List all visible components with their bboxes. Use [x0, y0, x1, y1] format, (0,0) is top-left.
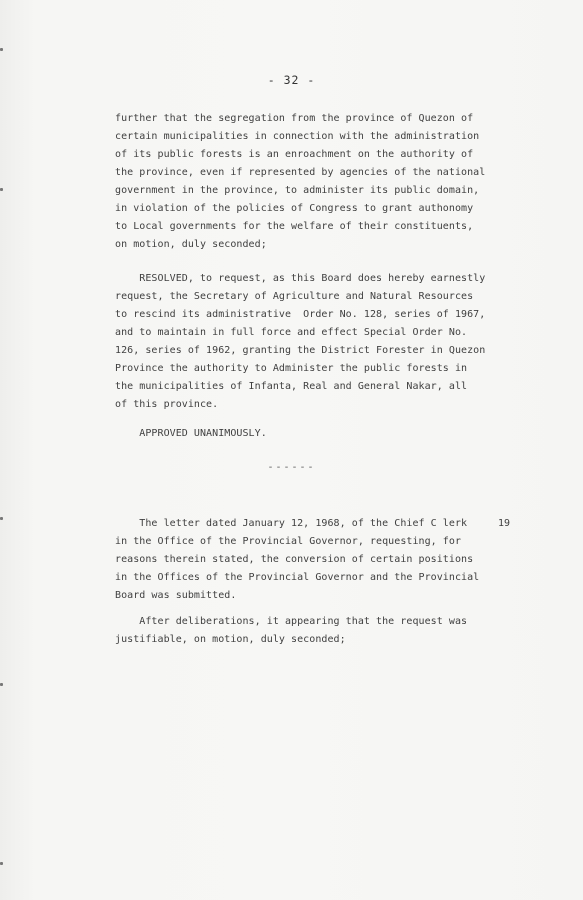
- text-line: of its public forests is an enroachment on the authority of: [115, 149, 474, 160]
- scan-mark: [0, 48, 3, 51]
- text-line: further that the segregation from the province of Quezon of: [115, 113, 474, 124]
- text-line: on motion, duly seconded;: [115, 239, 267, 250]
- text-line: 126, series of 1962, granting the District Forester in Quezon: [115, 345, 486, 356]
- approval-line: APPROVED UNANIMOUSLY.: [115, 428, 267, 439]
- section-separator: ------: [267, 462, 316, 473]
- scan-mark: [0, 683, 3, 686]
- text-line: in the Office of the Provincial Governor, requesting, for: [115, 536, 462, 547]
- text-line: government in the province, to administer its public domain,: [115, 185, 480, 196]
- text-line: certain municipalities in connection with the administration: [115, 131, 480, 142]
- scan-mark: [0, 188, 3, 191]
- text-line: Province the authority to Administer the public forests in: [115, 363, 468, 374]
- text-line: to rescind its administrative Order No. 128, series of 1967,: [115, 309, 486, 320]
- text-line: The letter dated January 12, 1968, of the Chief C lerk: [115, 518, 468, 529]
- text-line: After deliberations, it appearing that the request was: [115, 616, 468, 627]
- text-line: reasons therein stated, the conversion of certain positions: [115, 554, 474, 565]
- text-line: justifiable, on motion, duly seconded;: [115, 634, 346, 645]
- item-number: 19: [498, 518, 511, 529]
- text-line: and to maintain in full force and effect Special Order No.: [115, 327, 468, 338]
- page-number: - 32 -: [267, 73, 316, 87]
- text-line: in the Offices of the Provincial Governor and the Provincial: [115, 572, 480, 583]
- text-line: in violation of the policies of Congress to grant authonomy: [115, 203, 474, 214]
- scan-mark: [0, 862, 3, 865]
- text-line: request, the Secretary of Agriculture and Natural Resources: [115, 291, 474, 302]
- text-line: the province, even if represented by agencies of the national: [115, 167, 486, 178]
- text-line: the municipalities of Infanta, Real and General Nakar, all: [115, 381, 468, 392]
- text-line: Board was submitted.: [115, 590, 237, 601]
- scan-mark: [0, 517, 3, 520]
- text-line: of this province.: [115, 399, 219, 410]
- text-line: RESOLVED, to request, as this Board does hereby earnestly: [115, 273, 486, 284]
- text-line: to Local governments for the welfare of their constituents,: [115, 221, 474, 232]
